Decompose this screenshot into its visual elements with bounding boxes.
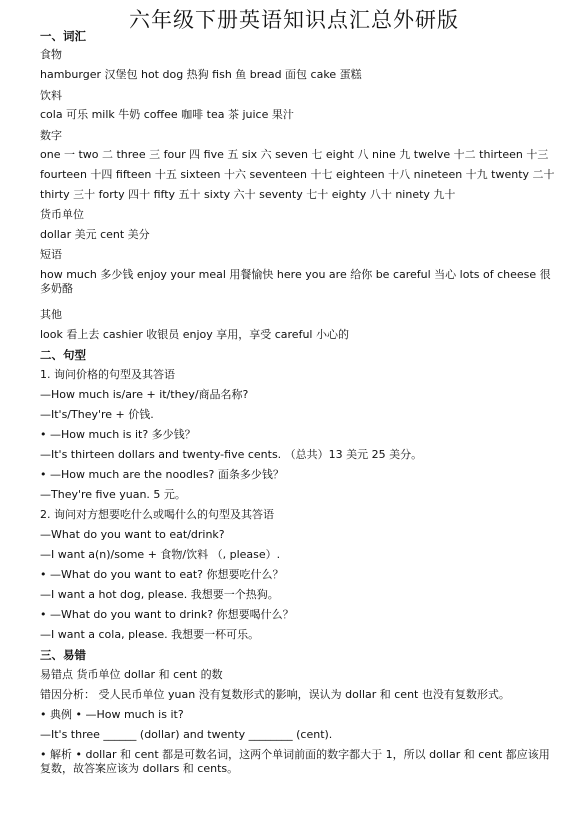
text-line: 短语	[40, 248, 62, 261]
text-line: 其他	[40, 308, 62, 321]
text-line: 错因分析： 受人民币单位 yuan 没有复数形式的影响，误认为 dollar 和 cent 也没有复数形式。	[40, 688, 510, 701]
text-line: look 看上去 cashier 收银员 enjoy 享用，享受 careful 小心的	[40, 328, 349, 341]
text-line: —I want a cola, please. 我想要一杯可乐。	[40, 628, 260, 641]
text-line: hamburger 汉堡包 hot dog 热狗 fish 鱼 bread 面包 cake 蛋糕	[40, 68, 362, 81]
text-line: how much 多少钱 enjoy your meal 用餐愉快 here you are 给你 be careful 当心 lots of cheese 很多奶酪	[40, 268, 551, 295]
text-line: —I want a hot dog, please. 我想要一个热狗。	[40, 588, 279, 601]
text-line: • —What do you want to eat? 你想要吃什么？	[40, 568, 284, 581]
text-line: fourteen 十四 fifteen 十五 sixteen 十六 seventeen 十七 eighteen 十八 nineteen 十九 twenty 二十	[40, 168, 555, 181]
text-line: 易错点 货币单位 dollar 和 cent 的数	[40, 668, 223, 681]
text-line: 2. 询问对方想要吃什么或喝什么的句型及其答语	[40, 508, 274, 521]
text-line: —It's thirteen dollars and twenty-five cents. （总共）13 美元 25 美分。	[40, 448, 423, 461]
text-line: —They're five yuan. 5 元。	[40, 488, 186, 501]
text-line: thirty 三十 forty 四十 fifty 五十 sixty 六十 seventy 七十 eighty 八十 ninety 九十	[40, 188, 456, 201]
text-line: one 一 two 二 three 三 four 四 five 五 six 六 seven 七 eight 八 nine 九 twelve 十二 thirteen 十三	[40, 148, 549, 161]
text-line: 食物	[40, 48, 62, 61]
text-line: • 典例 • —How much is it?	[40, 708, 184, 721]
text-line: • —What do you want to drink? 你想要喝什么？	[40, 608, 294, 621]
text-line: 货币单位	[40, 208, 84, 221]
page-title: 六年级下册英语知识点汇总外研版	[129, 8, 459, 32]
text-line: • 解析 • dollar 和 cent 都是可数名词，这两个单词前面的数字都大于 1，所以 dollar 和 cent 都应该用复数，故答案应该为 dollars 和 cents。	[40, 748, 550, 775]
section-heading: 一、词汇	[40, 29, 86, 43]
text-line: —How much is/are + it/they/商品名称?	[40, 388, 249, 401]
text-line: —I want a(n)/some + 食物/饮料 （, please）.	[40, 548, 281, 561]
text-line: —It's/They're + 价钱.	[40, 408, 154, 421]
text-line: dollar 美元 cent 美分	[40, 228, 150, 241]
text-line: —It's three ______ (dollar) and twenty ________ (cent).	[40, 728, 333, 741]
text-line: • —How much are the noodles? 面条多少钱？	[40, 468, 284, 481]
text-line: 1. 询问价格的句型及其答语	[40, 368, 175, 381]
text-line: 数字	[40, 129, 62, 142]
text-line: cola 可乐 milk 牛奶 coffee 咖啡 tea 茶 juice 果汁	[40, 108, 294, 121]
text-line: —What do you want to eat/drink?	[40, 528, 225, 541]
section-heading: 三、易错	[40, 648, 86, 662]
section-heading: 二、句型	[40, 348, 86, 362]
text-line: • —How much is it? 多少钱？	[40, 428, 196, 441]
text-line: 饮料	[40, 89, 62, 102]
